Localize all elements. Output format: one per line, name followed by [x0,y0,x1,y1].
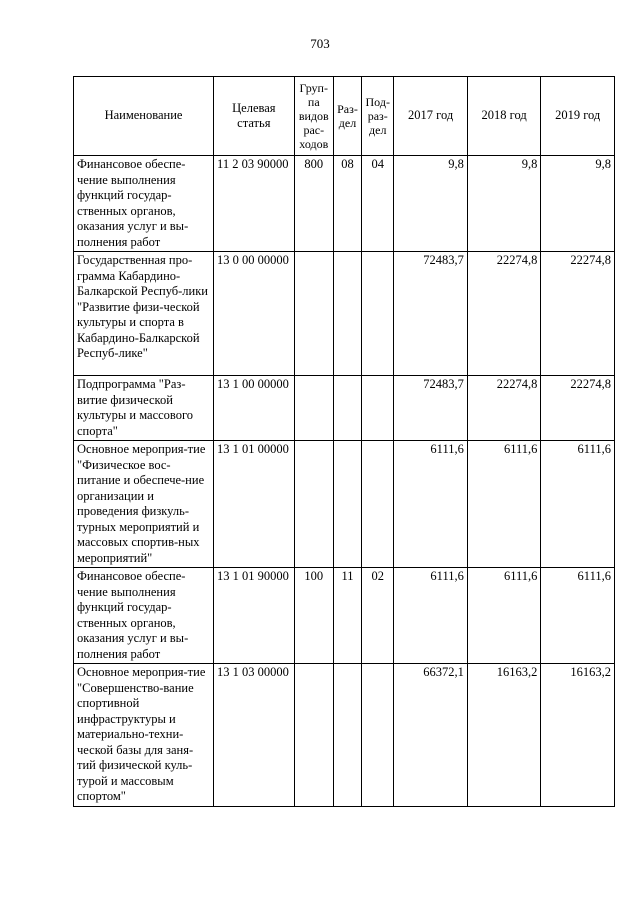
row-name: Финансовое обеспе-чение выполнения функций государ-ственных органов, оказания услуг и вы-полнения работ [74,156,214,252]
row-target: 13 0 00 00000 [214,252,295,376]
table-header-row [74,77,615,156]
row-2019: 22274,8 [541,252,615,376]
row-group [294,664,333,807]
row-group: 100 [294,568,333,664]
row-subsection [362,252,394,376]
row-name: Государственная про-грамма Кабардино-Балкарской Респуб-лики "Развитие физи-ческой культуры и спорта в Кабардино-Балкарской Респуб-лике" [74,252,214,376]
row-target: 13 1 00 00000 [214,376,295,441]
row-2017: 72483,7 [394,252,468,376]
budget-table [73,76,615,807]
row-subsection [362,664,394,807]
row-name: Финансовое обеспе-чение выполнения функций государ-ственных органов, оказания услуг и вы-полнения работ [74,568,214,664]
row-section [333,252,361,376]
row-2019: 22274,8 [541,376,615,441]
table-row [74,664,615,807]
row-2017: 6111,6 [394,441,468,568]
row-2017: 72483,7 [394,376,468,441]
header-year-2019: 2019 год [541,77,615,156]
row-2018: 9,8 [467,156,541,252]
row-name: Основное мероприя-тие "Совершенство-вание спортивной инфраструктуры и материально-техни-ческой базы для заня-тий физической куль-турой и массовым спортом" [74,664,214,807]
row-2018: 6111,6 [467,568,541,664]
table-row [74,156,615,252]
header-subsection: Под-раз-дел [362,77,394,156]
row-2018: 16163,2 [467,664,541,807]
header-expense-group: Груп-па видов рас-ходов [294,77,333,156]
row-target: 11 2 03 90000 [214,156,295,252]
row-subsection [362,441,394,568]
header-section: Раз-дел [333,77,361,156]
row-2017: 9,8 [394,156,468,252]
header-year-2017: 2017 год [394,77,468,156]
row-target: 13 1 03 00000 [214,664,295,807]
row-section [333,441,361,568]
row-2018: 6111,6 [467,441,541,568]
row-group [294,252,333,376]
row-2019: 6111,6 [541,441,615,568]
row-subsection: 02 [362,568,394,664]
table-row [74,252,615,376]
row-group [294,441,333,568]
row-2019: 16163,2 [541,664,615,807]
row-section: 08 [333,156,361,252]
table-row [74,376,615,441]
row-name: Подпрограмма "Раз-витие физической культуры и массового спорта" [74,376,214,441]
row-subsection [362,376,394,441]
table-row [74,441,615,568]
row-group: 800 [294,156,333,252]
page-number: 703 [310,36,330,51]
header-year-2018: 2018 год [467,77,541,156]
row-section [333,664,361,807]
row-2018: 22274,8 [467,252,541,376]
row-2019: 6111,6 [541,568,615,664]
row-section [333,376,361,441]
row-2017: 66372,1 [394,664,468,807]
row-name: Основное мероприя-тие "Физическое вос-питание и обеспече-ние организации и проведения физкуль-турных мероприятий и массовых спортив-ных мероприятий" [74,441,214,568]
row-2017: 6111,6 [394,568,468,664]
row-subsection: 04 [362,156,394,252]
header-target-article: Целевая статья [214,77,295,156]
table-row [74,568,615,664]
row-2018: 22274,8 [467,376,541,441]
row-2019: 9,8 [541,156,615,252]
row-group [294,376,333,441]
row-target: 13 1 01 00000 [214,441,295,568]
header-name: Наименование [74,77,214,156]
row-section: 11 [333,568,361,664]
row-target: 13 1 01 90000 [214,568,295,664]
